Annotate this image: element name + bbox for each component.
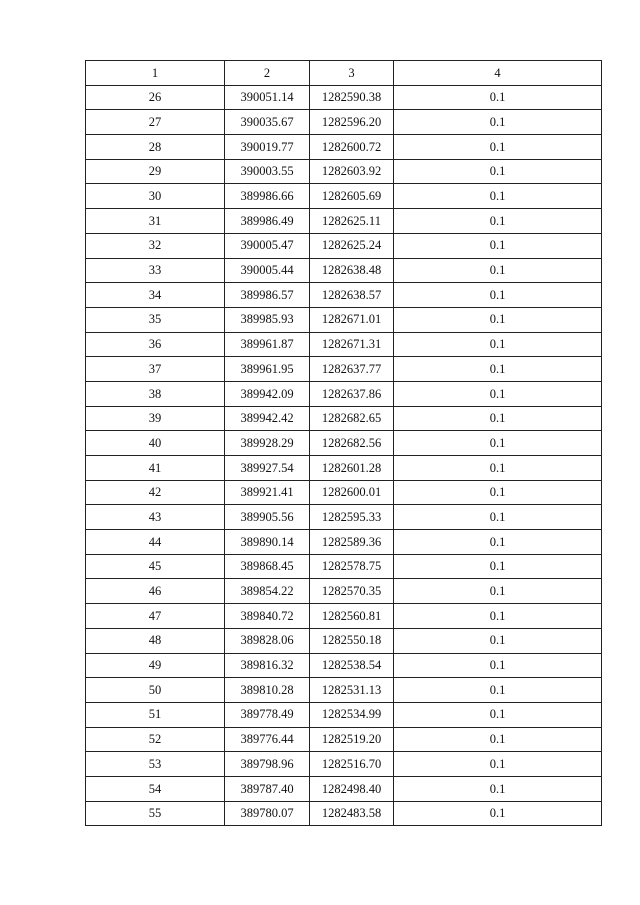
- x-coordinate-cell: 389928.29: [225, 431, 310, 456]
- table-row: [86, 604, 602, 629]
- x-coordinate-cell: 389961.95: [225, 357, 310, 382]
- y-coordinate-cell: 1282638.48: [310, 258, 394, 283]
- error-cell: 0.1: [394, 159, 602, 184]
- error-cell: 0.1: [394, 480, 602, 505]
- table-row: [86, 406, 602, 431]
- y-coordinate-cell: 1282516.70: [310, 752, 394, 777]
- y-coordinate-cell: 1282637.77: [310, 357, 394, 382]
- table-row: [86, 678, 602, 703]
- table-row: [86, 752, 602, 777]
- coordinates-table: [85, 60, 602, 826]
- table-row: [86, 381, 602, 406]
- x-coordinate-cell: 389921.41: [225, 480, 310, 505]
- point-number-cell: 50: [86, 678, 225, 703]
- point-number-cell: 28: [86, 135, 225, 160]
- error-cell: 0.1: [394, 554, 602, 579]
- table-row: [86, 184, 602, 209]
- point-number-cell: 43: [86, 505, 225, 530]
- y-coordinate-cell: 1282625.24: [310, 233, 394, 258]
- point-number-cell: 54: [86, 776, 225, 801]
- point-number-cell: 32: [86, 233, 225, 258]
- error-cell: 0.1: [394, 283, 602, 308]
- table-row: [86, 456, 602, 481]
- y-coordinate-cell: 1282601.28: [310, 456, 394, 481]
- table-row: [86, 283, 602, 308]
- error-cell: 0.1: [394, 702, 602, 727]
- x-coordinate-cell: 389986.57: [225, 283, 310, 308]
- point-number-cell: 45: [86, 554, 225, 579]
- y-coordinate-cell: 1282590.38: [310, 85, 394, 110]
- point-number-cell: 49: [86, 653, 225, 678]
- header-cell-2: 2: [225, 61, 310, 86]
- table-header: [86, 61, 602, 86]
- y-coordinate-cell: 1282531.13: [310, 678, 394, 703]
- point-number-cell: 47: [86, 604, 225, 629]
- x-coordinate-cell: 390005.47: [225, 233, 310, 258]
- x-coordinate-cell: 389787.40: [225, 776, 310, 801]
- table-row: [86, 628, 602, 653]
- y-coordinate-cell: 1282578.75: [310, 554, 394, 579]
- error-cell: 0.1: [394, 678, 602, 703]
- error-cell: 0.1: [394, 258, 602, 283]
- error-cell: 0.1: [394, 604, 602, 629]
- table-row: [86, 554, 602, 579]
- x-coordinate-cell: 389868.45: [225, 554, 310, 579]
- error-cell: 0.1: [394, 307, 602, 332]
- point-number-cell: 35: [86, 307, 225, 332]
- table-row: [86, 258, 602, 283]
- error-cell: 0.1: [394, 357, 602, 382]
- x-coordinate-cell: 389798.96: [225, 752, 310, 777]
- x-coordinate-cell: 390051.14: [225, 85, 310, 110]
- x-coordinate-cell: 389828.06: [225, 628, 310, 653]
- table-row: [86, 233, 602, 258]
- point-number-cell: 39: [86, 406, 225, 431]
- x-coordinate-cell: 389778.49: [225, 702, 310, 727]
- error-cell: 0.1: [394, 332, 602, 357]
- point-number-cell: 36: [86, 332, 225, 357]
- error-cell: 0.1: [394, 209, 602, 234]
- point-number-cell: 37: [86, 357, 225, 382]
- point-number-cell: 33: [86, 258, 225, 283]
- x-coordinate-cell: 390019.77: [225, 135, 310, 160]
- error-cell: 0.1: [394, 505, 602, 530]
- table-row: [86, 431, 602, 456]
- point-number-cell: 27: [86, 110, 225, 135]
- x-coordinate-cell: 390005.44: [225, 258, 310, 283]
- table-row: [86, 357, 602, 382]
- table-row: [86, 653, 602, 678]
- table-row: [86, 579, 602, 604]
- error-cell: 0.1: [394, 530, 602, 555]
- y-coordinate-cell: 1282603.92: [310, 159, 394, 184]
- x-coordinate-cell: 389986.49: [225, 209, 310, 234]
- table-row: [86, 85, 602, 110]
- table-row: [86, 480, 602, 505]
- y-coordinate-cell: 1282638.57: [310, 283, 394, 308]
- y-coordinate-cell: 1282519.20: [310, 727, 394, 752]
- y-coordinate-cell: 1282671.01: [310, 307, 394, 332]
- x-coordinate-cell: 389890.14: [225, 530, 310, 555]
- x-coordinate-cell: 389776.44: [225, 727, 310, 752]
- point-number-cell: 42: [86, 480, 225, 505]
- x-coordinate-cell: 389905.56: [225, 505, 310, 530]
- error-cell: 0.1: [394, 801, 602, 826]
- y-coordinate-cell: 1282682.56: [310, 431, 394, 456]
- error-cell: 0.1: [394, 110, 602, 135]
- y-coordinate-cell: 1282605.69: [310, 184, 394, 209]
- y-coordinate-cell: 1282570.35: [310, 579, 394, 604]
- error-cell: 0.1: [394, 135, 602, 160]
- table-row: [86, 776, 602, 801]
- y-coordinate-cell: 1282589.36: [310, 530, 394, 555]
- table-row: [86, 159, 602, 184]
- y-coordinate-cell: 1282550.18: [310, 628, 394, 653]
- table-row: [86, 801, 602, 826]
- table-row: [86, 530, 602, 555]
- table-row: [86, 135, 602, 160]
- point-number-cell: 38: [86, 381, 225, 406]
- point-number-cell: 52: [86, 727, 225, 752]
- point-number-cell: 29: [86, 159, 225, 184]
- x-coordinate-cell: 389986.66: [225, 184, 310, 209]
- point-number-cell: 40: [86, 431, 225, 456]
- y-coordinate-cell: 1282595.33: [310, 505, 394, 530]
- y-coordinate-cell: 1282682.65: [310, 406, 394, 431]
- error-cell: 0.1: [394, 628, 602, 653]
- error-cell: 0.1: [394, 184, 602, 209]
- point-number-cell: 48: [86, 628, 225, 653]
- y-coordinate-cell: 1282534.99: [310, 702, 394, 727]
- error-cell: 0.1: [394, 727, 602, 752]
- point-number-cell: 51: [86, 702, 225, 727]
- x-coordinate-cell: 389985.93: [225, 307, 310, 332]
- table-row: [86, 727, 602, 752]
- x-coordinate-cell: 389942.09: [225, 381, 310, 406]
- table-row: [86, 209, 602, 234]
- error-cell: 0.1: [394, 579, 602, 604]
- point-number-cell: 55: [86, 801, 225, 826]
- error-cell: 0.1: [394, 431, 602, 456]
- table-row: [86, 110, 602, 135]
- error-cell: 0.1: [394, 456, 602, 481]
- table-row: [86, 505, 602, 530]
- header-cell-4: 4: [394, 61, 602, 86]
- y-coordinate-cell: 1282600.01: [310, 480, 394, 505]
- x-coordinate-cell: 389927.54: [225, 456, 310, 481]
- error-cell: 0.1: [394, 653, 602, 678]
- y-coordinate-cell: 1282596.20: [310, 110, 394, 135]
- table-row: [86, 332, 602, 357]
- x-coordinate-cell: 389810.28: [225, 678, 310, 703]
- x-coordinate-cell: 389840.72: [225, 604, 310, 629]
- error-cell: 0.1: [394, 381, 602, 406]
- point-number-cell: 31: [86, 209, 225, 234]
- error-cell: 0.1: [394, 233, 602, 258]
- y-coordinate-cell: 1282560.81: [310, 604, 394, 629]
- x-coordinate-cell: 389854.22: [225, 579, 310, 604]
- error-cell: 0.1: [394, 752, 602, 777]
- x-coordinate-cell: 390003.55: [225, 159, 310, 184]
- x-coordinate-cell: 389942.42: [225, 406, 310, 431]
- point-number-cell: 53: [86, 752, 225, 777]
- x-coordinate-cell: 390035.67: [225, 110, 310, 135]
- x-coordinate-cell: 389816.32: [225, 653, 310, 678]
- point-number-cell: 34: [86, 283, 225, 308]
- x-coordinate-cell: 389780.07: [225, 801, 310, 826]
- x-coordinate-cell: 389961.87: [225, 332, 310, 357]
- table-row: [86, 307, 602, 332]
- point-number-cell: 46: [86, 579, 225, 604]
- header-cell-1: 1: [86, 61, 225, 86]
- y-coordinate-cell: 1282538.54: [310, 653, 394, 678]
- y-coordinate-cell: 1282498.40: [310, 776, 394, 801]
- point-number-cell: 44: [86, 530, 225, 555]
- y-coordinate-cell: 1282483.58: [310, 801, 394, 826]
- table-row: [86, 702, 602, 727]
- point-number-cell: 30: [86, 184, 225, 209]
- y-coordinate-cell: 1282637.86: [310, 381, 394, 406]
- point-number-cell: 41: [86, 456, 225, 481]
- header-row: [86, 61, 602, 86]
- y-coordinate-cell: 1282625.11: [310, 209, 394, 234]
- error-cell: 0.1: [394, 406, 602, 431]
- y-coordinate-cell: 1282671.31: [310, 332, 394, 357]
- error-cell: 0.1: [394, 85, 602, 110]
- y-coordinate-cell: 1282600.72: [310, 135, 394, 160]
- header-cell-3: 3: [310, 61, 394, 86]
- point-number-cell: 26: [86, 85, 225, 110]
- table-body: [86, 85, 602, 826]
- error-cell: 0.1: [394, 776, 602, 801]
